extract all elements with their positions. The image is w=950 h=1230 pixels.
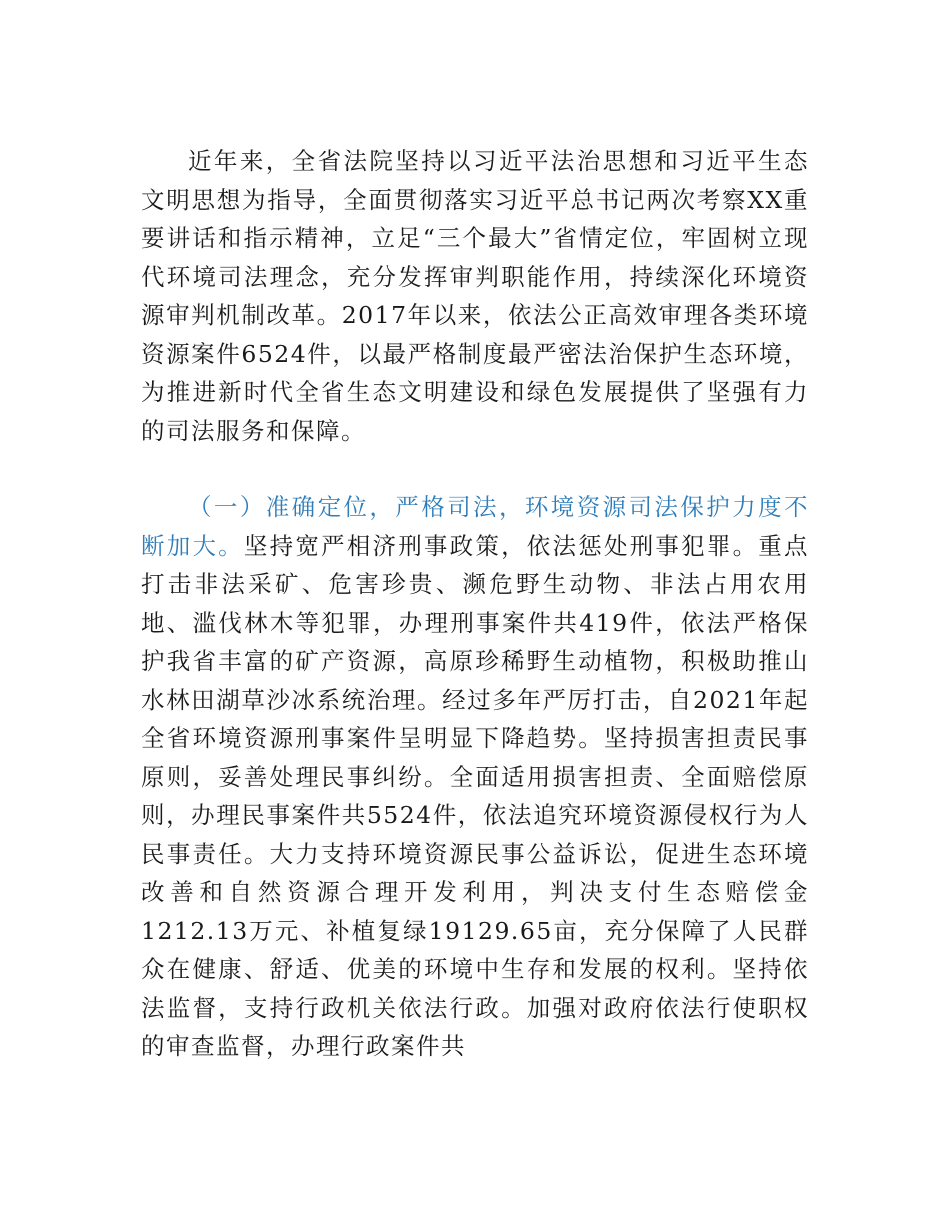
section-one-text: 坚持宽严相济刑事政策，依法惩处刑事犯罪。重点打击非法采矿、危害珍贵、濒危野生动物、非法占用农用地、滥伐林木等犯罪，办理刑事案件共419件，依法严格保护我省丰富的矿产资源，高原珍稀野生动植物，积极助推山水林田湖草沙冰系统治理。经过多年严厉打击，自2021年起全省环境资源刑事案件呈明显下降趋势。坚持损害担责民事原则，妥善处理民事纠纷。全面适用损害担责、全面赔偿原则，办理民事案件共5524件，依法追究环境资源侵权行为人民事责任。大力支持环境资源民事公益诉讼，促进生态环境改善和自然资源合理开发利用，判决支付生态赔偿金1212.13万元、补植复绿19129.65亩，充分保障了人民群众在健康、舒适、优美的环境中生存和发展的权利。坚持依法监督，支持行政机关依法行政。加强对政府依法行使职权的审查监督，办理行政案件共 bbox=[141, 531, 810, 1060]
document-body bbox=[141, 142, 809, 1066]
section-one-heading: （一）准确定位，严格司法，环境资源司法保护力度不断加大。 bbox=[141, 493, 809, 560]
section-one-paragraph bbox=[141, 488, 809, 1066]
intro-paragraph-text: 近年来，全省法院坚持以习近平法治思想和习近平生态文明思想为指导，全面贯彻落实习近平总书记两次考察XX重要讲话和指示精神，立足“三个最大”省情定位，牢固树立现代环境司法理念，充分发挥审判职能作用，持续深化环境资源审判机制改革。2017年以来，依法公正高效审理各类环境资源案件6524件，以最严格制度最严密法治保护生态环境，为推进新时代全省生态文明建设和绿色发展提供了坚强有力的司法服务和保障。 bbox=[141, 147, 809, 445]
intro-paragraph bbox=[141, 142, 809, 450]
